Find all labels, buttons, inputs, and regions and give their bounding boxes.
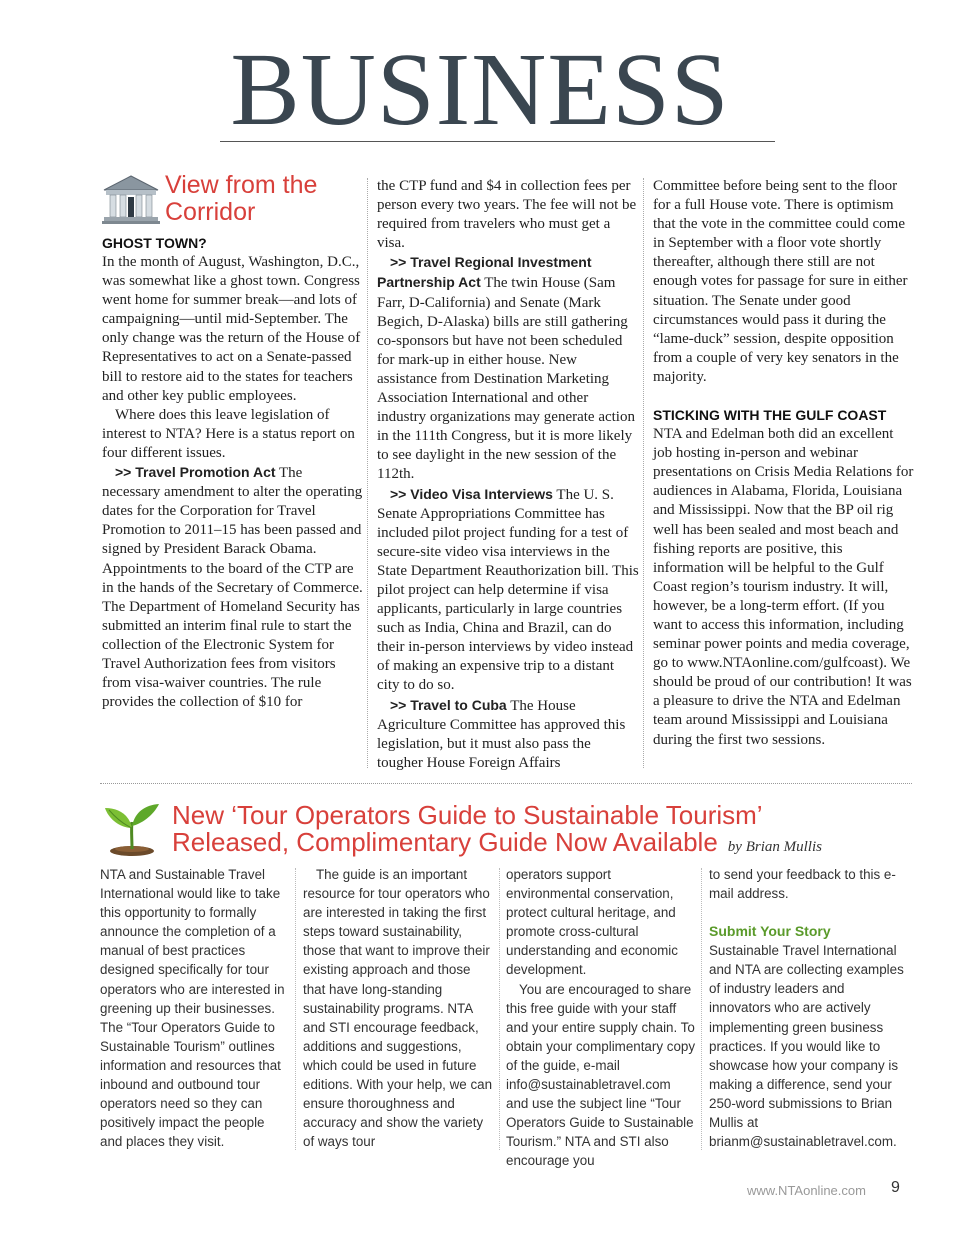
paragraph: NTA and Edelman both did an excellent job hosting in-person and webinar presentations on Crisis Media Relations for audiences in Alabama, Florida, Louisiana and Mississippi. Now that the BP oil rig well has been sealed and most beach and fishing reports are positive, this information will be helpful to the Gulf Coast region’s tourism industry. It will, however, be a long-term effort. (If you want to access this information, including seminar power points and media coverage, go to www.NTAonline.com/gulfcoast). We should be proud of our contribution! It was a pleasure to drive the NTA and Edelman team around Mississippi and Louisiana during the first two sessions.: [653, 426, 914, 748]
section-title-line1: View from the: [165, 171, 318, 199]
section-title-line2: Corridor: [165, 198, 256, 226]
byline: by Brian Mullis: [727, 839, 822, 855]
runin-video-visa-interviews: >> Video Visa Interviews: [390, 485, 553, 502]
article-column-1: [102, 234, 364, 712]
article-column-3: [653, 177, 915, 750]
page-number: 9: [891, 1179, 900, 1196]
column-divider: [701, 868, 702, 1150]
footer-url: www.NTAonline.com: [747, 1183, 866, 1198]
paragraph: NTA and Sustainable Travel International would like to take this opportunity to formally announce the completion of a manual of best practices designed specifically for tour operators who are interested in greening up their businesses. The “Tour Operators Guide to Sustainable Tourism” outlines information and resources that inbound and outbound tour operators need so they can positively impact the people and places they visit.: [100, 867, 285, 1150]
paragraph-text: The U. S. Senate Appropriations Committee has included pilot project funding for a test of secure-site video visa interviews in the State Department Reauthorization bill. This pilot project can help determine if visa applicants, particularly in large countries such as India, China and Brazil, can do their in-person interviews by video instead of making an expensive trip to a distant city to do so.: [377, 486, 639, 694]
masthead-rule: [220, 141, 775, 142]
column-divider: [367, 178, 368, 768]
article-column-1: [100, 865, 290, 1151]
paragraph: The guide is an important resource for tour operators who are interested in taking the first steps toward sustainability, those that want to improve their existing approach and those that have long-standing sustainability programs. NTA and STI encourage feedback, additions and suggestions, which could be used in future editions. With your help, we can ensure thoroughness and accuracy and show the variety of ways tour: [303, 867, 493, 1150]
column-divider: [643, 178, 644, 768]
paragraph: the CTP fund and $4 in collection fees per person every two years. The fee will not be required from travelers who must get a visa.: [377, 178, 637, 252]
paragraph: to send your feedback to this e-mail address.: [709, 867, 896, 902]
article-column-2: [377, 177, 639, 773]
article-column-4: [709, 865, 905, 1151]
paragraph: Committee before being sent to the floor for a full House vote. There is optimism that the vote in the committee could come in September with a floor vote shortly thereafter, although there still are not enough votes for passage for sure in either situation. The Senate under good circumstances would pass it during the “lame-duck” session, despite opposition from a couple of very key senators in the majority.: [653, 178, 908, 385]
paragraph: Sustainable Travel International and NTA are collecting examples of industry leaders and innovators who are actively implementing green business practices. If you would like to showcase how your company is making a difference, send your 250-word submissions to Brian Mullis at brianm@sustainabletravel.com.: [709, 943, 904, 1150]
sprout-icon: [101, 800, 163, 858]
runin-travel-regional-investment: >> Travel Regional Investment Partnership Act: [377, 254, 592, 291]
paragraph-travel-promotion-act: [102, 463, 364, 712]
section-title-line2: Released, Complimentary Guide Now Available: [172, 827, 718, 857]
section-title-line1: New ‘Tour Operators Guide to Sustainable Tourism’: [172, 800, 763, 830]
subhead-gulf-coast: STICKING WITH THE GULF COAST: [653, 407, 887, 424]
paragraph: You are encouraged to share this free guide with your staff and your entire supply chain. To obtain your complimentary copy of the guide, e-mail info@sustainabletravel.com and use the subject line “Tour Operators Guide to Sustainable Tourism.” NTA and STI also encourage you: [506, 981, 696, 1169]
paragraph-travel-to-cuba: [377, 696, 639, 773]
runin-travel-promotion-act: >> Travel Promotion Act: [115, 464, 276, 481]
paragraph-text: The necessary amendment to alter the operating dates for the Corporation for Travel Promotion to 2011–15 has been passed and signed by President Barack Obama. Appointments to the board of the CTP are in the hands of the Secretary of Commerce. The Department of Homeland Security has submitted an interim final rule to start the collection of the Electronic System for Travel Authorization fees from visitors from visa-waiver countries. The rule provides the collection of $10 for: [102, 465, 363, 711]
paragraph: In the month of August, Washington, D.C., was somewhat like a ghost town. Congress went home for summer break—and lots of campaigning—until mid-September. The only change was the return of the House of Representatives to act on a Senate-passed bill to restore aid to the states for teachers and other key public employees.: [102, 254, 361, 404]
column-divider: [499, 868, 500, 1150]
section-title-sustainable-tourism: [172, 802, 912, 861]
subhead-ghost-town: GHOST TOWN?: [102, 235, 207, 251]
paragraph-text: The twin House (Sam Farr, D-California) and Senate (Mark Begich, D-Alaska) bills are still gathering co-sponsors but have not been scheduled for mark-up in either house. New assistance from Destination Marketing Association International and other industry organizations may generate action in the 111th Congress, but it is more likely to see daylight in the new session of the 112th.: [377, 275, 635, 483]
article-column-2: [303, 865, 495, 1151]
subhead-submit-your-story: Submit Your Story: [709, 923, 831, 940]
runin-travel-to-cuba: >> Travel to Cuba: [390, 696, 507, 713]
paragraph: operators support environmental conservation, protect cultural heritage, and promote cross-cultural understanding and economic development.: [506, 867, 678, 978]
paragraph-text: The House Agriculture Committee has approved this legislation, but it must also pass the tougher House Foreign Affairs: [377, 697, 626, 771]
article-column-3: [506, 865, 696, 1171]
paragraph-trip-act: [377, 253, 639, 484]
section-divider: [100, 783, 912, 784]
paragraph: Where does this leave legislation of interest to NTA? Here is a status report on four different issues.: [102, 406, 355, 461]
capitol-building-icon: [101, 173, 161, 225]
column-divider: [295, 868, 296, 1150]
paragraph-video-visa: [377, 485, 639, 696]
section-title-view-from-corridor: [165, 172, 365, 226]
masthead-title: BUSINESS: [230, 32, 730, 147]
section-title-line2-row: [172, 829, 912, 861]
